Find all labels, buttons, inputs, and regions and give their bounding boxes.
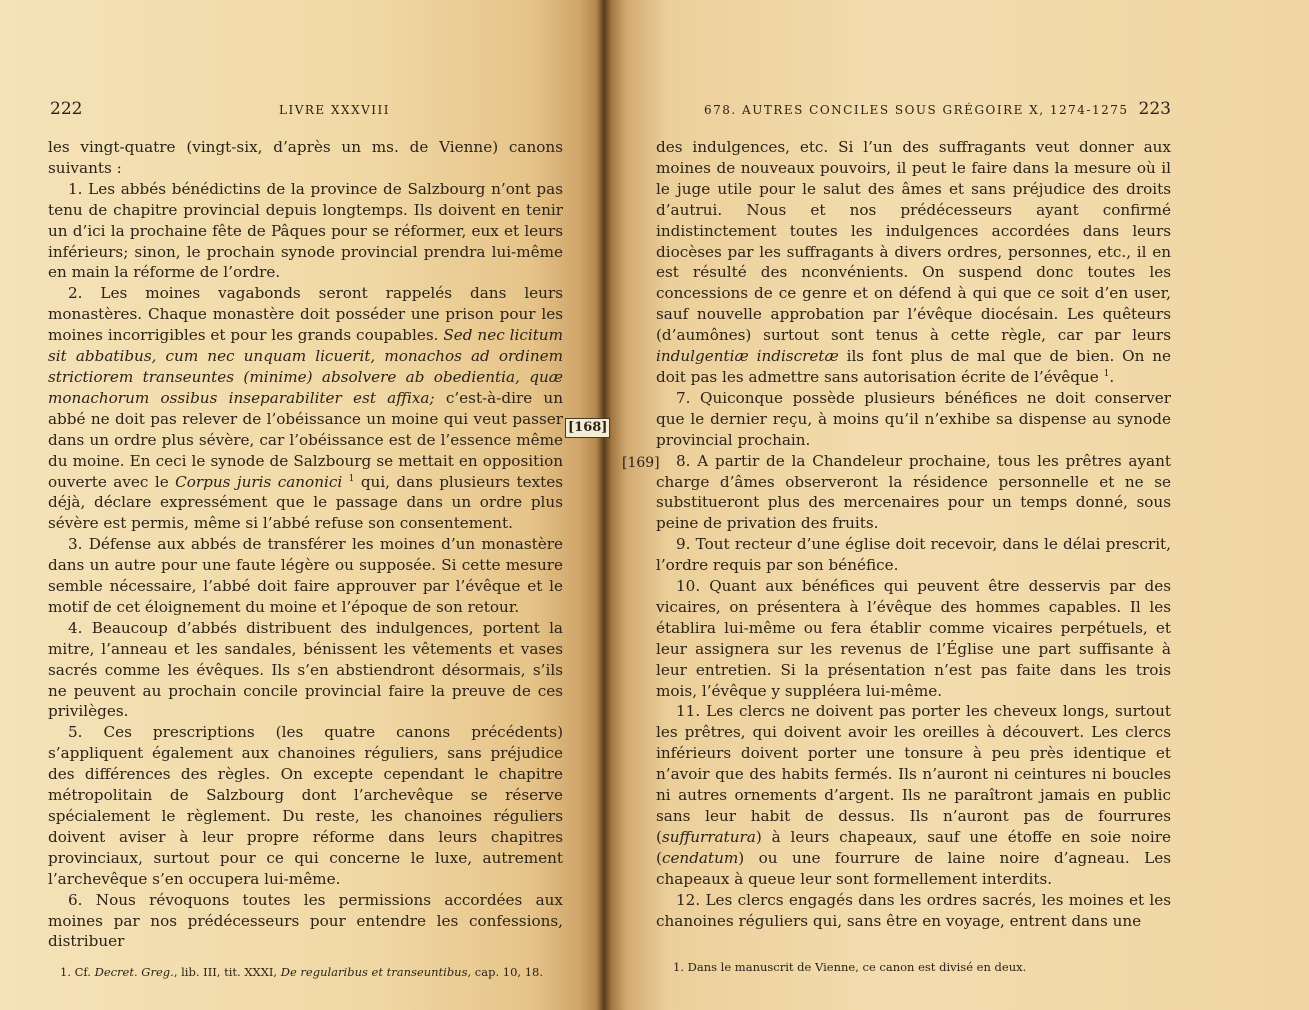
book-gutter [596,0,612,1010]
footnote-ref: 1 [1103,368,1110,379]
paragraph-canon-2: 2. Les moines vagabonds seront rappelés dans leurs monastères. Chaque monastère doit posséder une prison pour les moines incorrigibles et pour les grands coupables. Sed nec licitum sit abbatibus, cum nec unquam licuerit, monachos ad ordinem strictiorem transeuntes (minime) absolvere ab obedientia, quæ monachorum ossibus inseparabiliter est affixa; c’est-à-dire un abbé ne doit pas relever de l’obéissance un moine qui veut passer dans un ordre plus sévère, car l’obéissance est de l’essence même du moine. En ceci le synode de Salzbourg se mettait en opposition ouverte avec le Corpus juris canonici $^1$ qui, dans plusieurs textes déjà, déclare expressément que le passage dans un ordre plus sévère est permis, même si l’abbé refuse son consentement. [48,284,564,533]
paragraph-canon-10: 10. Quant aux bénéfices qui peuvent être desservis par des vicaires, on présentera à l’évêque des hommes capables. Il les établira lui-même ou fera établir comme vicaires perpétuels, et leur assignera sur les revenus de l’Église une part suffisante à leur entretien. Si la présentation n’est pas faite dans les trois mois, l’évêque y suppléera lui-même. [656,577,1171,700]
margin-marker-169: [169] [622,455,660,471]
right-footnote: 1. Dans le manuscrit de Vienne, ce canon est divisé en deux. [673,960,1027,974]
paragraph-canon-7: 7. Quiconque possède plusieurs bénéfices ne doit conserver que le dernier reçu, à moins qu’il n’exhibe sa dispense au synode provincial prochain. [656,388,1171,449]
paragraph-canon-12: 12. Les clercs engagés dans les ordres sacrés, les moines et les chanoines réguliers qui, sans être en voyage, entrent dans une [656,890,1171,930]
paragraph-canon-4: 4. Beaucoup d’abbés distribuent des indulgences, portent la mitre, l’anneau et les sandales, bénissent les vêtements et vases sacrés comme les évêques. Ils s’en abstiendront désormais, s’ils ne peuvent au prochain concile provincial faire la preuve de ces privilèges. [48,618,563,721]
right-body-text [656,137,1171,931]
right-page-number: 223 [1138,99,1171,119]
left-running-head: LIVRE XXXVIII [279,103,390,117]
paragraph-canon-11: 11. Les clercs ne doivent pas porter les cheveux longs, surtout les prêtres, qui doivent avoir les oreilles à découvert. Les clercs inférieurs doivent porter une tonsure à peu près identique et n’avoir que des habits fermés. Ils n’auront ni ceintures ni boucles ni autres ornements d’argent. Ils ne paraîtront jamais en public sans leur habit de dessus. Ils n’auront pas de fourrures (suffurratura) à leurs chapeaux, sauf une étoffe en soie noire (cendatum) ou une fourrure de laine noire d’agneau. Les chapeaux à queue leur sont formellement interdits. [656,702,1171,888]
paragraph: les vingt-quatre (vingt-six, d’après un ms. de Vienne) canons suivants : [48,138,563,177]
right-page [606,0,1309,1010]
paragraph-canon-8: 8. A partir de la Chandeleur prochaine, tous les prêtres ayant charge d’âmes observeront la résidence personnelle et ne se substitueront plus des mercenaires pour un temps donné, sous peine de privation des fruits. [656,451,1171,533]
left-body-text [48,137,563,952]
left-page-header [50,99,560,121]
paragraph-canon-6: 6. Nous révoquons toutes les permissions accordées aux moines par nos prédécesseurs pour entendre les confessions, distribuer [48,890,563,951]
paragraph-canon-3: 3. Défense aux abbés de transférer les moines d’un monastère dans un autre pour une faute légère ou supposée. Si cette mesure semble nécessaire, l’abbé doit faire approuver par l’évêque et le motif de cet éloignement du moine et l’époque de son retour. [48,535,563,616]
right-page-header [704,99,1171,121]
paragraph-canon-1: 1. Les abbés bénédictins de la province de Salzbourg n’ont pas tenu de chapitre provincial depuis longtemps. Ils doivent en tenir un d’ici la prochaine fête de Pâques pour se réformer, eux et leurs inférieurs; sinon, le prochain synode provincial prendra lui-même en main la réforme de l’ordre. [48,179,563,282]
left-page-number: 222 [50,99,83,119]
margin-marker-168: [168] [565,418,610,438]
latin-quote: Sed nec licitum sit abbatibus, cum nec unquam licuerit, monachos ad ordinem strictiorem transeuntes (minime) absolvere ab obedientia, quæ monachorum ossibus inseparabiliter est affixa; [48,326,563,407]
left-footnote: 1. Cf. Decret. Greg., lib. III, tit. XXXI, De regularibus et transeuntibus, cap. 10, 18. [60,965,544,979]
left-page [0,0,604,1010]
paragraph-canon-6-cont: des indulgences, etc. Si l’un des suffragants veut donner aux moines de nouveaux pouvoirs, il peut le faire dans la mesure où il le juge utile pour le salut des âmes et sans préjudice des droits d’autrui. Nous et nos prédécesseurs ayant confirmé indistinctement toutes les indulgences accordées dans leurs diocèses par les suffragants à divers ordres, personnes, etc., il en est résulté des nconvénients. On suspend donc toutes les concessions de ce genre et on défend à qui que ce soit d’en user, sauf nouvelle approbation par l’évêque diocésain. Les quêteurs (d’aumônes) surtout sont tenus à cette règle, car par leurs indulgentiæ indiscretæ ils font plus de mal que de bien. On ne doit pas les admettre sans autorisation écrite de l’évêque $^1$. [656,138,1172,386]
paragraph-canon-9: 9. Tout recteur d’une église doit recevoir, dans le délai prescrit, l’ordre requis par son bénéfice. [656,535,1171,575]
footnote-ref: 1 [348,473,355,484]
paragraph-canon-5: 5. Ces prescriptions (les quatre canons précédents) s’appliquent également aux chanoines réguliers, sans préjudice des différences des règles. On excepte cependant le chapitre métropolitain de Salzbourg dont l’archevêque se réserve spécialement le règlement. Du reste, les chanoines réguliers doivent aviser à leur propre réforme dans leurs chapitres provinciaux, surtout pour ce qui concerne le luxe, autrement l’archevêque s’en occupera lui-même. [48,723,563,888]
corpus-juris-title: Corpus juris canonici [175,472,343,491]
right-running-head: 678. AUTRES CONCILES SOUS GRÉGOIRE X, 1274-1275 [704,103,1129,117]
